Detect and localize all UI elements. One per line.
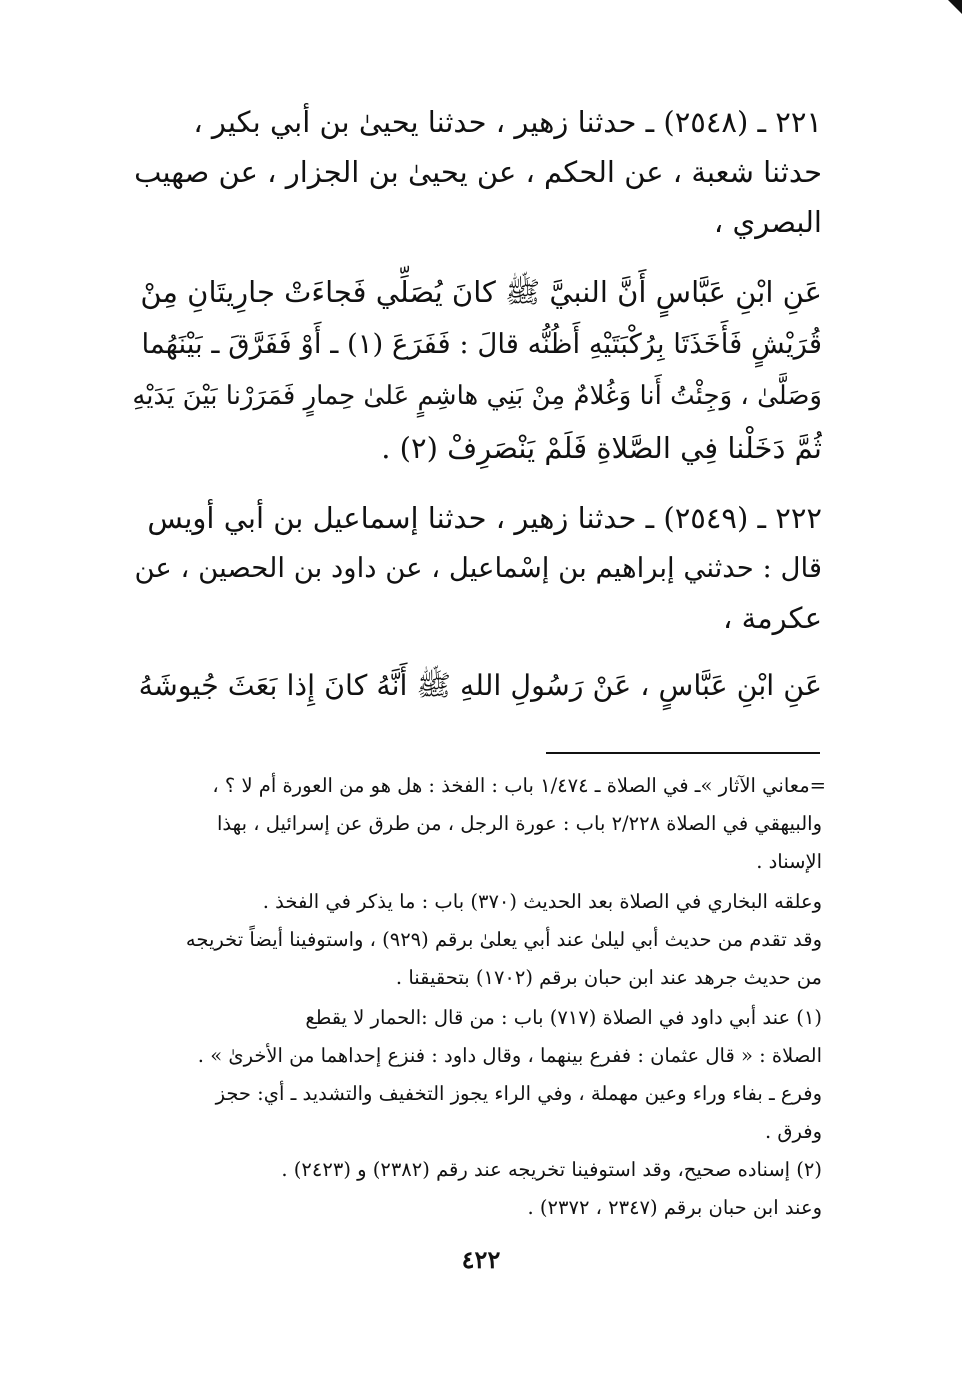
footnote-2-line-2: وعند ابن حبان برقم (٢٣٤٧ ، ٢٣٧٢) .	[527, 1196, 822, 1219]
footnote-continuation-line-4: وعلقه البخاري في الصلاة بعد الحديث (٣٧٠) باب : ما يذكر في الفخذ .	[262, 890, 822, 913]
footnote-continuation-line-2: والبيهقي في الصلاة ٢/٢٢٨ باب : عورة الرجل ، من طرق عن إسرائيل ، بهذا	[216, 812, 822, 835]
hadith-221-matn-line-4: ثُمَّ دَخَلْنا فِي الصَّلاةِ فَلَمْ يَنْصَرِفْ (٢) .	[381, 431, 822, 465]
hadith-221-matn-line-2: قُرَيْشٍ فَأَخَذَتَا بِرُكْبَتَيْهِ أَظُنُّه قالَ : فَفَرَعَ (١) ـ أَوْ فَفَرَّقَ ـ بَيْنَهُما	[141, 328, 822, 360]
footnote-continuation-line-6: من حديث جرهد عند ابن حبان برقم (١٧٠٢) بتحقيقنا .	[395, 966, 822, 989]
footnote-continuation-line-1: =معاني الآثار »ـ في الصلاة ـ ١/٤٧٤ باب : الفخذ : هل هو من العورة أم لا ؟ ،	[212, 774, 826, 797]
footnotes-block	[132, 0, 826, 1373]
footnote-2-line-1: (٢) إسناده صحيح، وقد استوفينا تخريجه عند رقم (٢٣٨٢) و (٢٤٢٣) .	[281, 1158, 822, 1181]
hadith-222-isnad-line-2: قال : حدثني إبراهيم بن إسْماعيل ، عن داود بن الحصين ، عن	[134, 552, 822, 584]
hadith-222-isnad-line-3: عكرمة ،	[723, 601, 822, 635]
hadith-221-isnad-line-3: البصري ،	[713, 205, 822, 239]
footnote-1-line-3: وفرع ـ بفاء وراء وعين مهملة ، وفي الراء يجوز التخفيف والتشديد ـ أي: حجز	[215, 1082, 822, 1105]
hadith-221-isnad-line-1: ٢٢١ ـ (٢٥٤٨) ـ حدثنا زهير ، حدثنا يحيىٰ بن أبي بكير ،	[193, 105, 822, 139]
page-number: ٤٢٢	[461, 1245, 501, 1274]
hadith-221-matn-line-1: عَنِ ابْنِ عَبَّاسٍ أَنَّ النبيَّ ﷺ كانَ يُصَلِّي فَجاءَتْ جارِيتَانِ مِنْ	[140, 275, 822, 309]
footnote-continuation-line-5: وقد تقدم من حديث أبي ليلىٰ عند أبي يعلىٰ برقم (٩٢٩) ، واستوفينا أيضاً تخريجه	[185, 928, 822, 951]
hadith-222-isnad-line-1: ٢٢٢ ـ (٢٥٤٩) ـ حدثنا زهير ، حدثنا إسماعيل بن أبي أويس	[147, 501, 822, 535]
hadith-222-matn-line-1: عَنِ ابْنِ عَبَّاسٍ ، عَنْ رَسُولِ اللهِ ﷺ أَنَّهُ كانَ إِذا بَعَثَ جُيوشَهُ	[138, 669, 822, 702]
footnote-1-line-1: (١) عند أبي داود في الصلاة (٧١٧) باب : من قال :الحمار لا يقطع	[305, 1006, 822, 1029]
corner-mark	[948, 0, 962, 14]
footnote-1-line-4: وفرق .	[764, 1120, 822, 1143]
hadith-221-matn-line-3: وَصَلَّىٰ ، وَجِئْتُ أَنا وَغُلامٌ مِنْ بَنِي هاشِمٍ عَلىٰ حِمارٍ فَمَرَرْنا بَيْنَ يَدَيْهِ	[132, 381, 822, 411]
footnote-1-line-2: الصلاة : « قال عثمان : ففرع بينهما ، وقال داود : فنزع إحداهما من الأخرىٰ » .	[197, 1044, 822, 1067]
hadith-221-isnad-line-2: حدثنا شعبة ، عن الحكم ، عن يحيىٰ بن الجزار ، عن صهيب	[134, 155, 822, 189]
footnote-continuation-line-3: الإسناد .	[756, 850, 822, 873]
